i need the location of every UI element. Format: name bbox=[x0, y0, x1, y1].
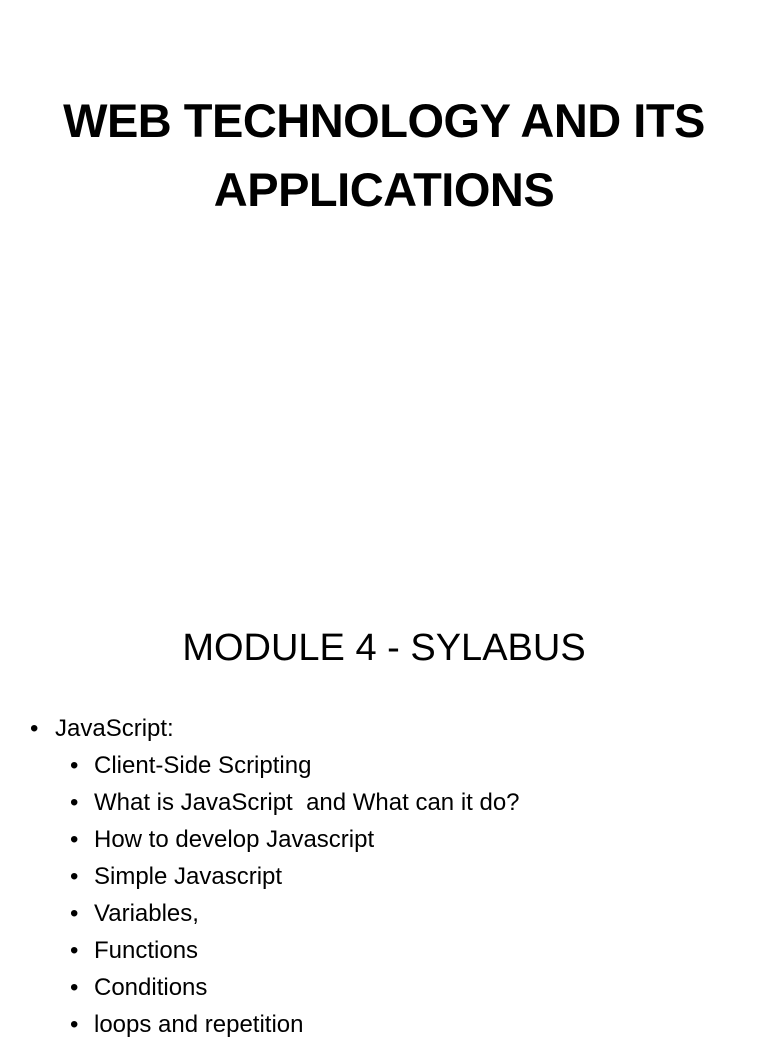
list-item-text: Conditions bbox=[94, 974, 208, 1001]
list-item bbox=[0, 710, 768, 747]
list-item bbox=[0, 1006, 768, 1043]
bullet-icon: • bbox=[70, 752, 79, 779]
list-item-text: Functions bbox=[94, 937, 199, 964]
module-title: MODULE 4 - SYLABUS bbox=[182, 627, 586, 669]
list-item-text: Simple Javascript bbox=[94, 863, 283, 890]
course-title: WEB TECHNOLOGY AND ITS APPLICATIONS bbox=[63, 94, 705, 216]
bullet-icon: • bbox=[30, 715, 39, 742]
list-item bbox=[0, 969, 768, 1006]
list-item-text: JavaScript: bbox=[55, 715, 174, 742]
bullet-icon: • bbox=[70, 900, 79, 927]
list-item bbox=[0, 747, 768, 784]
bullet-icon: • bbox=[70, 974, 79, 1001]
list-item bbox=[0, 821, 768, 858]
list-item bbox=[0, 858, 768, 895]
list-item bbox=[0, 784, 768, 821]
bullet-icon: • bbox=[70, 789, 79, 816]
list-item-text: loops and repetition bbox=[94, 1011, 304, 1038]
list-item bbox=[0, 895, 768, 932]
list-item-text: What is JavaScript and What can it do? bbox=[94, 789, 520, 816]
syllabus-list bbox=[0, 710, 768, 1043]
list-item bbox=[0, 932, 768, 969]
list-item-text: Variables, bbox=[94, 900, 199, 927]
list-item-text: How to develop Javascript bbox=[94, 826, 375, 853]
bullet-icon: • bbox=[70, 826, 79, 853]
bullet-icon: • bbox=[70, 863, 79, 890]
bullet-icon: • bbox=[70, 937, 79, 964]
bullet-icon: • bbox=[70, 1011, 79, 1038]
list-item-text: Client-Side Scripting bbox=[94, 752, 312, 779]
syllabus-slide bbox=[0, 576, 768, 1038]
